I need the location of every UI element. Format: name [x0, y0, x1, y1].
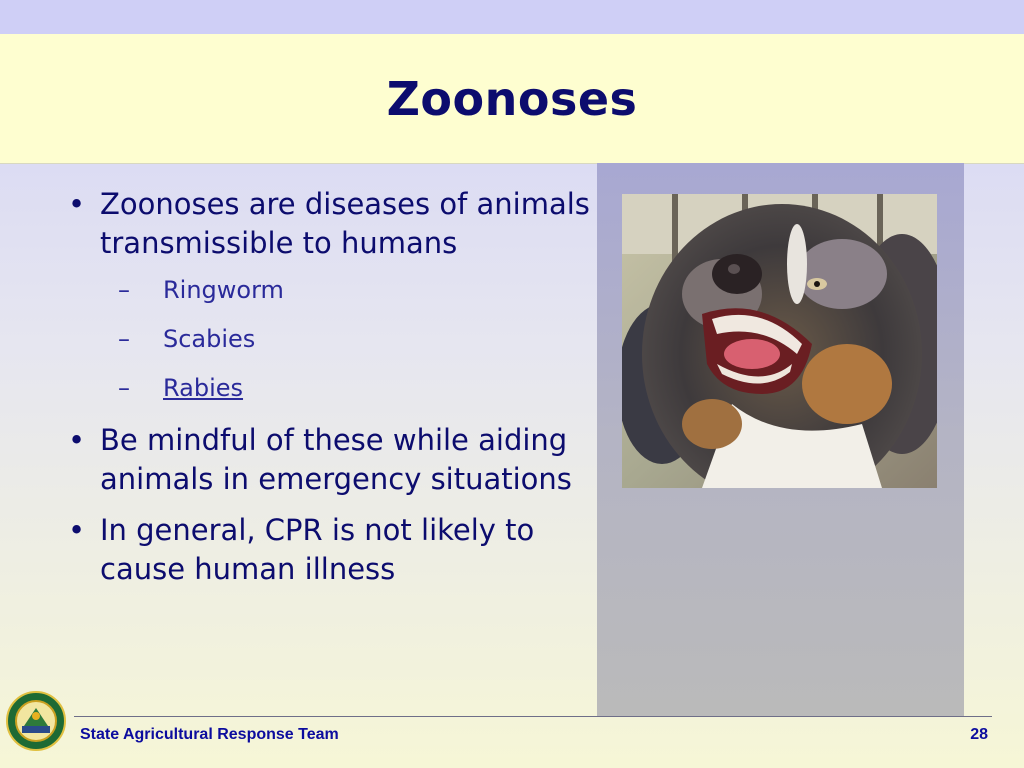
footer-organization: State Agricultural Response Team — [80, 726, 339, 743]
snarling-dog-photo — [622, 194, 937, 488]
photo-panel — [597, 163, 964, 716]
sub-item — [118, 372, 593, 405]
dash-marker: – — [118, 276, 130, 304]
bullet-text: Be mindful of these while aiding animals in emergency situations — [100, 423, 572, 496]
dash-marker: – — [118, 374, 130, 402]
bullet-marker: • — [68, 187, 86, 221]
page-number: 28 — [970, 726, 988, 743]
bullet-text: In general, CPR is not likely to cause human illness — [100, 513, 535, 586]
sart-logo — [6, 688, 66, 754]
bullet-marker: • — [68, 423, 86, 457]
bullet-item — [68, 185, 593, 405]
sub-item — [118, 323, 593, 356]
sub-item — [118, 274, 593, 307]
bullet-text: Zoonoses are diseases of animals transmissible to humans — [100, 187, 590, 260]
slide-content — [68, 185, 593, 601]
title-bar — [0, 34, 1024, 164]
sub-list — [100, 274, 593, 405]
bullet-item — [68, 421, 593, 499]
dash-marker: – — [118, 325, 130, 353]
bullet-item — [68, 511, 593, 589]
slide-title: Zoonoses — [386, 71, 638, 126]
sub-item-text: Ringworm — [163, 276, 284, 304]
top-band — [0, 0, 1024, 34]
bullet-marker: • — [68, 513, 86, 547]
rabies-link[interactable]: Rabies — [163, 374, 244, 402]
sub-item-text: Scabies — [163, 325, 256, 353]
footer-divider — [74, 716, 992, 717]
